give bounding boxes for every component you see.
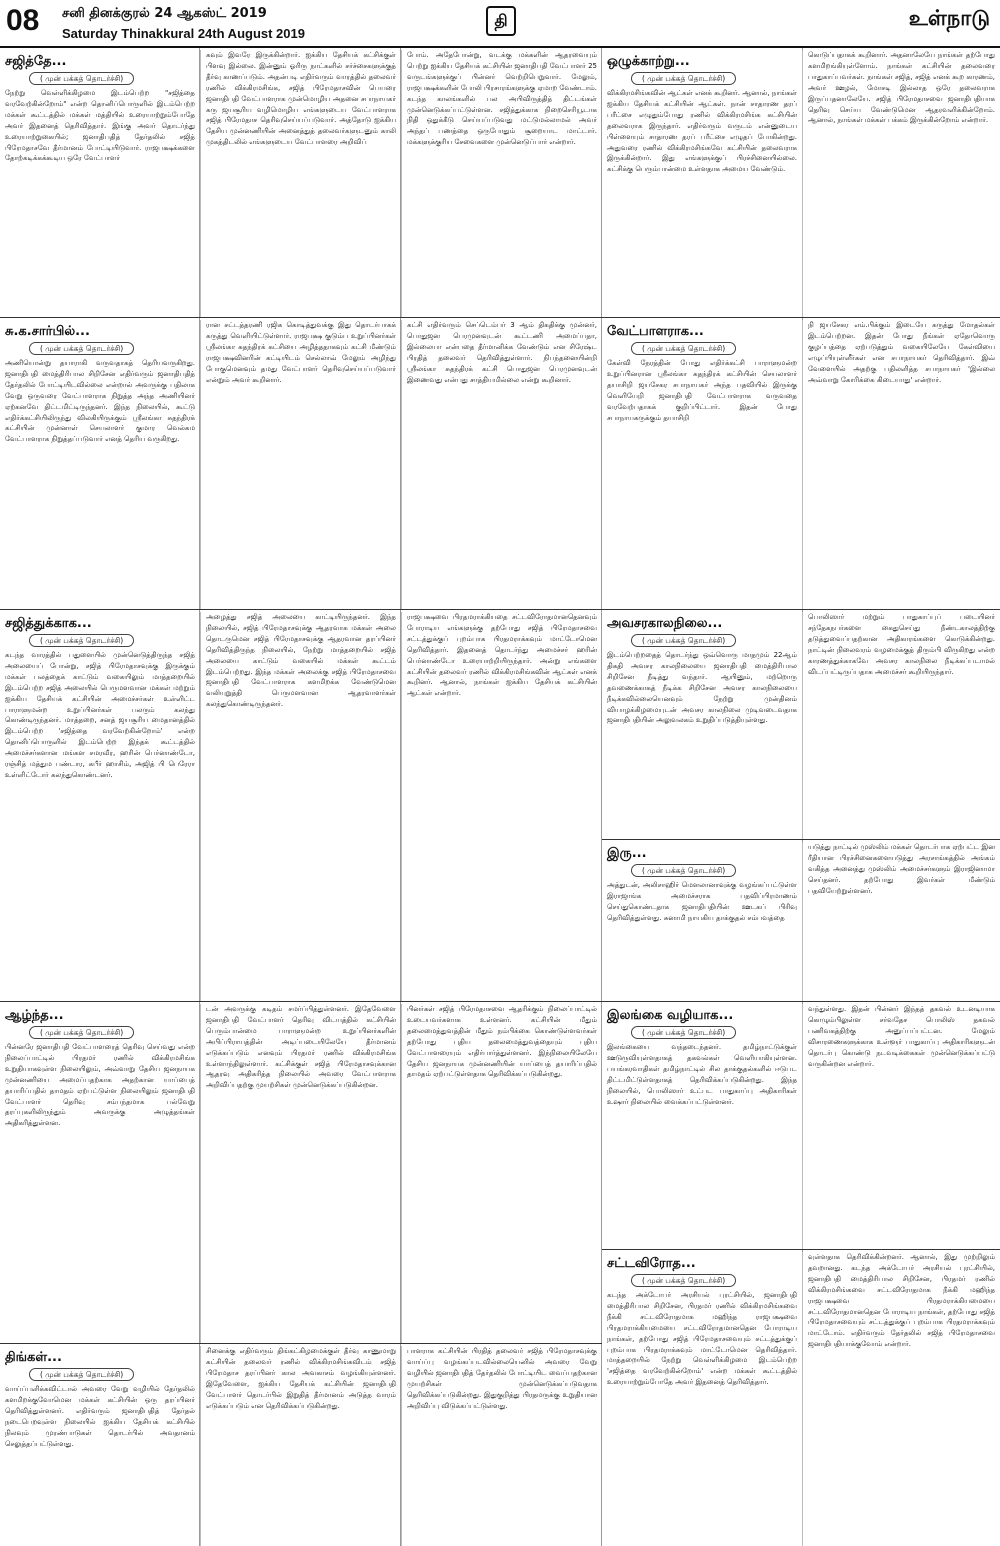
date-tamil: சனி தினக்குரல் 24 ஆகஸ்ட் 2019 <box>62 6 267 21</box>
continued-label: ( முன் பக்கத் தொடர்ச்சி) <box>631 634 736 647</box>
article-aazhntha <box>0 1004 602 1344</box>
article-title: திங்கள்... <box>5 1350 62 1365</box>
article-title: இலங்கை வழியாக... <box>607 1008 734 1023</box>
article-ozhukkaatru <box>602 50 1000 318</box>
article-title: சு.க.சார்பில்... <box>5 324 90 339</box>
article-text: இடம்பெற்றதைத் தொடர்ந்து ஒவ்வொரு மாதமும் 22ஆம் திகதி அவசர காலநிலையை ஜனாதிபதி மைத்திரிபால சிறிசேன நீடித்து வந்தார். ஆயினும், மற்றொரு தவணைக்காகத் நீடிக்க சிறிசேன அவசர காலநிலையை நீடிக்கவில்லையெனவும் நேற்று முன்தினம் வியாழக்கிழமையுடன் அவசர காலநிலை முடிவடைவதாக ஜனாதிபதியின் அலுவலகம் உறுதிப்படுத்தியுள்ளது. <box>607 651 797 725</box>
article-text: கடந்த வாரத்தில் பதுளையில் முன்னெடுத்திருந்த சஜித் அலையைப் போன்று, சஜித் பிரேமதாசவுக்கு இருக்கும் மக்கள் பலத்தைக் காட்டும் வகையிலும் மாத்தறையில் இடம்பெற்ற சஜித் அலையில் பெருமளவான மக்கள் மற்றும் ஐக்கிய தேசியக் கட்சியின் அமைச்சர்கள் உள்ளிட்ட பாராளுமன்ற உறுப்பினர்கள் பலரும் கலந்து கொண்டிருந்தனர். மாத்தறை, சனத் ஜயசூரிய மைதானத்தில் இடம்பெற்ற 'சஜித்தை வரவேற்கின்றோம்' என்ற தொனிப்பொருளில் இடம்பெற்ற இந்தக் கூட்டத்தில் அமைச்சர்களான மங்கள சமரவீர, ஹரின் பெர்னாண்டோ, ரஞ்சித் மத்தும பண்டார, கபீர் ஹாசிம், அஜித் பி பெரேரா உள்ளிட்டோர் கலந்துகொண்டனர். <box>5 651 195 779</box>
article-iru <box>602 842 1000 1002</box>
article-text: கவும் இவரே இருக்கின்றார். ஐக்கிய தேசியக் கட்சிக்குள் பிளவு இல்லை. இன்னும் ஓரிரு நாட்களில் சர்ச்சைகளுக்குத் தீர்வு காணப்படும். அதன்படி எதிர்வரும் வாரத்தில் தலைவர் ரணில் விக்கிரமசிங்க, சஜித் பிரேமதாசவின் பெயரை ஜனாதிபதி வேட்பாளராக முன்மொழிய அதனை சபாநாயகர் கரு ஜயசூரிய வழிமொழிய எங்களுடைய வேட்பாளராக சஜித் பிரேமதாச தெரிவுசெய்யப்படுவார். அத்தோடு ஐக்கிய தேசிய முன்னணியின் அனைத்துத் தலைவர்களுடனும் காலி முகத்திடலில் எங்களுடைய வேட்பாளரை அறிவிப் <box>200 50 401 317</box>
article-text: அத்துடன், அலிசாஹிர் மௌலானாவுக்கு வழங்கப்பட்டுள்ள இராஜாங்க அமைச்சராக பதவிப்பிரமாணம் செய்துகொண்டதாக ஜனாதிபதியின் ஊடகப் பிரிவு தெரிவித்துள்ளது. சுனாமி நாயகிய தாக்குதல் சம்பவத்தை <box>607 881 797 922</box>
article-text: வந்துள்ளது. இதன் பின்னர் இந்தத் தகவல் உடனடியாக கொழும்பிலுள்ள சர்வதேச பொலிஸ் தகவல் பணிவகத்திற்கு அனுப்பப்பட்டன. மேலும் விசாரணைகளுக்காக உள்ளூர் பாதுகாப்பு அதிகாரிகளுடன் தொடர்பு கொண்டு நடவடிக்கைகள் முன்னெடுக்கப்பட்டு வருகின்றன என்றார். <box>802 1004 1000 1249</box>
article-text: கடந்த அக்டோபர் அரசியல் புரட்சியில், ஜனாதிபதி மைத்திரிபால சிறிசேன, பிரதமர் ரணில் விக்கிரமசிங்கவை நீக்கி சட்டவிரோதமாக மஹிந்த ராஜபக்ஷவை பிரதமராக்கியமையை சட்டவிரோதமானதென போராடிய நாங்கள், தற்போது சஜித் பிரேமதாசவையும் சட்டத்துக்குப் புறம்பாக பிரதமராக்கவும் மாட்டோமென தெரிவித்தார். மாத்தறையில் நேற்று வெள்ளிக்கிழமை இடம்பெற்ற 'சஜித்தை வரவேற்கின்றோம்' என்ற மக்கள் கூட்டத்தில் உரையாற்றும்போதே அவர் இதனைத் தெரிவித்தார். <box>607 1291 797 1387</box>
article-text: ரான சட்டத்தரணி ரஜிக கொடித்துவக்கு இது தொடர்பாகக் கருத்து வெளியிட்டுள்ளார். ராஜபக்ஷ குடும்ப உறுப்பினர்கள் ஸ்ரீலங்கா சுதந்திரக் கட்சியை அழித்ததாகவும் கட்சி மீண்டும் ராஜபக்ஷவினரின் கட்டியிடம் செல்லாவ் மேலும் அழிந்து போகுமெனவும் தமது வேட்பாளர் தெரிவுசெய்யப்படுவார் என்றும் அவர் கூறினார். <box>200 320 401 609</box>
article-sajithukkaaga <box>0 612 602 1002</box>
article-text: அழைத்து சஜித் அலையை காட்டியிருந்தனர். இந்த நிலையில், சஜித் பிரேமதாசவுக்கு ஆதரவாக மக்கள் அலை தொடருமென சஜித் பிரேமதாசவுக்கு ஆதரவான தரப்பினர் தெரிவித்திருந்த நிலையில், நேற்று மாத்தறையில் சஜித் அலையை காட்டும் வகையில் மக்கள் கூட்டம் இடம்பெற்றது. இந்த மக்கள் அலைக்கு சஜித் பிரேமதாசவை ஜனாதிபதி வேட்பாளராக களமிறக்க வேண்டுமென வலியுறுத்தி பெருமளவான ஆதரவாளர்கள் கலந்துகொண்டிருந்தனர். <box>200 612 401 1001</box>
article-text: வாய்ப்பளிக்கவிட்டால் அவரை வேறு வழியில் தேர்தலில் களமிறக்குவோமென மக்கள் கட்சியின் ஒரு தரப்பினர் தெரிவித்துள்ளனர். எதிர்வரும் ஜனாதிபதித் தேர்தல் நடைபெறவுள்ள நிலையில் ஐக்கிய தேசியக் கட்சியில் நிலவும் முரண்பாடுகள் தொடர்பில் அவதானம் செலுத்தப்பட்டுள்ளது. <box>5 1385 195 1448</box>
article-title: இரு... <box>607 846 647 861</box>
article-thingal <box>0 1346 602 1546</box>
article-text: பின்னரே ஜனாதிபதி வேட்பாளரைத் தெரிவு செய்வது என்ற நிலைப்பாட்டில் பிரதமர் ரணில் விக்கிரமசிங்க உறுதியாகவுள்ள நிலையிலும், அவ்வாறு தேசிய ஜனநாயக முன்னணியை அமைப்பதற்காக அதற்கான யாப்பைத் தயாரிப்பதில் தாமதம் ஏற்பட்டுள்ள நிலையிலும் ஜனாதிபதி வேட்பாளர் தெரிவு சம்பந்தமாக பல்வேறு தரப்புகளிலிருந்தும் அவருக்கு அழுத்தங்கள் அதிகரித்துள்ளன. <box>5 1043 195 1128</box>
article-title: வேட்பாளராக... <box>607 324 704 339</box>
article-text: இலங்கையை வந்தடைந்தனர். தமிழ்நாட்டுக்குள் ஊடுருவியுள்ளதாகத் தகவல்கள் வெளியாகியுள்ளன. பயங்கரவாதிகள் தமிழ்நாட்டில் சில தாக்குதல்களில் ஈடுபட திட்டமிட்டுள்ளதாகத் தெரிவிக்கப்படுகின்றது. இந்த நிலையில், பொலிஸார் உட்பட பாதுகாப்பு அதிகாரிகள் உஷார் நிலையில் வைக்கப்பட்டுள்ளனர். <box>607 1043 797 1106</box>
continued-label: ( முன் பக்கத் தொடர்ச்சி) <box>29 1368 134 1381</box>
article-title: அவசரகாலநிலை... <box>607 616 723 631</box>
continued-label: ( முன் பக்கத் தொடர்ச்சி) <box>631 342 736 355</box>
article-text: கட்சி எதிர்வரும் செப்டெம்பர் 3 ஆம் திகதிக்கு முன்னர், பொதுஜன பெரமுனவுடன் கூட்டணி அமைப்பதா, இல்லையா என்பதை தீர்மானிக்க வேண்டும் என சிரேஷ்ட பிரதித் தலைவர் தெரிவித்துள்ளார். நிபந்தனையின்றி ஸ்ரீலங்கா சுதந்திரக் கட்சி பொதுஜன பெரமுனவுடன் இணைவது என்பது சாத்தியமில்லை என்று கூறினார். <box>401 320 602 609</box>
page-header <box>0 0 1000 48</box>
continued-label: ( முன் பக்கத் தொடர்ச்சி) <box>631 1026 736 1039</box>
article-text: சினைக்கு எதிர்வரும் திங்கட்கிழமைக்குள் தீர்வு காணுமாறு கட்சியின் தலைவர் ரணில் விக்கிரமசிங்கவிடம் சஜித் பிரேமதாச தரப்பினர் கால அவகாசம் வழங்கியுள்ளனர். இதேவேளை, ஐக்கிய தேசியக் கட்சியின் ஜனாதிபதி வேட்பாளர் தொடர்பில் இறுதித் தீர்மானம் அடுத்த வாரம் எடுக்கப்படும் என தெரிவிக்கப்படுகின்றது. <box>200 1346 401 1546</box>
article-title: சஜித்தே... <box>5 54 67 69</box>
article-text: விக்கிரமசிங்கவின் ஆட்கள் எனக் கூறினர். ஆனால், நாங்கள் ஐக்கிய தேசியக் கட்சியின் ஆட்கள். நான் சாதாரண தரப் பரீட்சை எழுதும்போது ரணில் விக்கிரமசிங்க கட்சியின் தலைவராக இருந்தார். எதிர்வரும் வருடம் என்னுடைய பிள்ளையும் சாதாரண தரப் பரீட்சை எழுதப் போகின்றது. அதுவரை ரணில் விக்கிரமசிங்கவே கட்சியின் தலைவராக இருக்கின்றார். இது எங்களுக்குப் பிரச்சினையில்லை. கட்சிக்கு பெரும்பான்மை உள்ளதாக அமைய வேண்டும். <box>607 89 797 174</box>
continued-label: ( முன் பக்கத் தொடர்ச்சி) <box>29 72 134 85</box>
article-title: சட்டவிரோத... <box>607 1256 696 1271</box>
article-vetpaalaraaga <box>602 320 1000 610</box>
newspaper-logo-icon: தி <box>486 6 516 36</box>
article-text: ராஜபக்ஷவை பிரதமராக்கியதை சட்டவிரோதமானதெனவும் போராடிய எங்களுக்கு தற்போது சஜித் பிரேமதாசவை சட்டத்துக்குப் புறம்பாக பிரதமராக்கவும் மாட்டோமென தெரிவித்தார். இதனைத் தொடர்ந்து அமைச்சர் ஹரின் பெர்னாண்டோ உரையாற்றியிருந்தார். அன்று எங்களை கட்சியின் தலைவர் ரணில் விக்கிரமசிங்கவின் ஆட்கள் எனக் கூறினர். ஆனால், நாங்கள் ஐக்கிய தேசியக் கட்சியின் ஆட்கள் என்றார். <box>401 612 602 1001</box>
continued-label: ( முன் பக்கத் தொடர்ச்சி) <box>631 72 736 85</box>
article-text: வுள்ளதாக தெரிவிக்கின்றனர். ஆனால், இது முற்றிலும் தவறானது. கடந்த அக்டோபர் அரசியல் புரட்சியில், ஜனாதிபதி மைத்திரிபால சிறிசேன, பிரதமர் ரணில் விக்கிரமசிங்கவை சட்டவிரோதமாக நீக்கி மஹிந்த ராஜபக்ஷவை பிரதமராக்கியமையை சட்டவிரோதமானதென போராடிய நாங்கள், தற்போது சஜித் பிரேமதாசவையும் சட்டத்துக்குப் புறம்பாக பிரதமராக்கவும் மாட்டோம். எதிர்வரும் தேர்தலில் சஜித் பிரேமதாசவை ஜனாதிபதியாக்குவோம் என்றார். <box>802 1252 1000 1546</box>
date-english: Saturday Thinakkural 24th August 2019 <box>62 26 305 41</box>
continued-label: ( முன் பக்கத் தொடர்ச்சி) <box>631 864 736 877</box>
article-text: பினர்கள் சஜித் பிரேமதாசவை ஆதரிக்கும் நிலைப்பாட்டில் உடையவர்களாக உள்ளனர். கட்சியின் மீதும் தலைமைத்துவத்தின் மீதும் நம்பிக்கை கொண்டுள்ளவர்கள் தற்போது புதிய தலைமைத்துவத்தையும் புதிய வேட்பாளரையும் எதிர்பார்த்துள்ளனர். இந்நிலையிலேயே தேசிய ஜனநாயக முன்னணியின் யாப்பைத் தயாரிப்பதில் தாமதம் ஏற்பட்டுள்ளதாக தெரிவிக்கப்படுகின்றது. <box>401 1004 602 1343</box>
article-text: அணியொன்று தயாராகி வருவதாகத் தெரியவருகிறது. ஜனாதிபதி மைத்திரிபால சிறிசேன எதிர்வரும் ஜனாதிபதித் தேர்தலில் போட்டியிடவில்லை என்றால் அவருக்கு பதிலாக வேறு ஒருவரை வேட்பாளராக நிறுத்த அந்த அணியினர் ஏற்கனவே திட்டமிட்டிருந்தனர். இந்த நிலையில், கூட்டு எதிர்க்கட்சியிலிருந்து விலகியிருக்கும் ஸ்ரீலங்கா சுதந்திரக் கட்சியின் முன்னாள் செயலாளர் குமார வெல்கம வேட்பாளராக நிறுத்தப்படுவார் எனத் தெரிய வருகிறது. <box>5 359 195 444</box>
continued-label: ( முன் பக்கத் தொடர்ச்சி) <box>29 342 134 355</box>
continued-label: ( முன் பக்கத் தொடர்ச்சி) <box>29 634 134 647</box>
article-ilangai-vazhiyaaga <box>602 1004 1000 1250</box>
article-text: கொடுப்பதாகக் கூறினார். அதனாலேயே நாங்கள் தற்போது களமிறங்கியுள்ளோம். நாங்கள் கட்சியின் தலைவரை பாதுகாப்பவர்கள். நாங்கள் சஜித், சஜித் எனக் கூற காரணம், அவர் ஊழல், மோசடி இல்லாத ஒரே தலைவராக இருப்பதனாலேயே. சஜித் பிரேமதாசவை ஜனாதிபதியாக தெரிவு செய்ய வேண்டுமென ஆதரவளிக்கின்றோம். ஆனால், நாங்கள் மக்கள் பக்கம் இருக்கின்றோம் என்றார். <box>802 50 1000 317</box>
article-text: பாளராக கட்சியின் பிரதித் தலைவர் சஜித் பிரேமதாசவுக்கு வாய்ப்பு வழங்கப்படவில்லையெனில் அவரை வேறு வழியில் ஜனாதிபதித் தேர்தலில் போட்டியிட வைப்பதற்கான முயற்சிகள் முன்னெடுக்கப்படுவதாக தெரிவிக்கப்படுகின்றது. இதுகுறித்து பிரதமருக்கு உறுதியான அறிவிப்பு விடுக்கப்பட்டுள்ளது. <box>401 1346 602 1546</box>
header-rule <box>0 46 1000 48</box>
article-text: டன் அவருக்கு கடிதம் சமர்ப்பித்துள்ளனர். இதேவேளை ஜனாதிபதி வேட்பாளர் தெரிவு விடயத்தில் கட்சியின் பெரும்பான்மை பாராளுமன்ற உறுப்பினர்களின் அபிப்பிராயத்தின் அடிப்படையிலேயே தீர்மானம் எடுக்கப்படும் எனவும் பிரதமர் ரணில் விக்கிரமசிங்க உள்ளாந்திலுள்ளார். கட்சிக்குள் சஜித் பிரேமதாசவுக்கான ஆதரவு அதிகரித்த நிலையில் அவரை வேட்பாளராக அறிவிப்பதற்கு முயற்சிகள் முன்னெடுக்கப்படுகின்றன. <box>200 1004 401 1343</box>
article-text: பொலிஸார் மற்றும் பாதுகாப்புப் படையினர் சந்தேகநபர்களை கைதுசெய்து நீண்டகாலத்திற்கு தடுத்துவைப்பதற்கான அதிகாரங்களை கொடுக்கின்றது. நாட்டின் நிலைவரம் வழமைக்குத் திரும்பி விருகிறது என்ற காரணத்துக்காகவே அவசர காலநிலை நீடிக்கப்படாமல் விடப்பட்டிருப்பதாக அமைச்சர் கூறியிருந்தார். <box>802 612 1000 839</box>
article-text: நி ஜயசேகர எம்.பிக்கும் இடையே கருத்து மோதல்கள் இடம்பெற்றன. இதன் போது நீங்கள் ஏதோவொரு குழப்பத்தை ஏற்படுத்தும் வகையிலேயே கேள்வியை எழுப்பியுள்ளீர்கள் என சபாநாயகர் தெரிவித்தார். இவ் வேளையில் அதற்கு பதிலளித்த சபாநாயகர் 'இல்லை அவ்வாறு கோரிக்கை கிடையாது' என்றார். <box>802 320 1000 609</box>
article-text: யடுத்து நாட்டில் முஸ்லிம் மக்கள் தொடர்பாக ஏற்பட்ட இன ரீதியான பிரச்சினைகளையடுத்து அரசாங்கத்தில் அங்கம் வகித்த அனைத்து முஸ்லிம் அமைச்சர்களும் இராஜினாமா செய்தனர். தற்போது இவர்கள் மீண்டும் பதவியேற்றுள்ளனர். <box>802 842 1000 1001</box>
article-suka-saarbil <box>0 320 602 610</box>
continued-label: ( முன் பக்கத் தொடர்ச்சி) <box>631 1274 736 1287</box>
article-text: போம். அதேபோன்று, வடக்கு மக்களின் ஆதரவையும் பெற்று ஐக்கிய தேசியக் கட்சியின் ஜனாதிபதி வேட்பாளர் 25 வருடங்களுக்குப் பின்னர் வெற்றிபெறுவார். மேலும், ராஜபக்ஷக்களின் போலி பிரசாரங்களுக்கு ஏமாற வேண்டாம். கடந்த காலங்களில் பல அபிவிருத்தித் திட்டங்கள் முன்னெடுக்கப்பட்டுள்ளன. சஜித்துக்காக நிறைசெரியூடாக நிதி ஒதுக்கீடு செய்யப்படுவது மட்டுமல்லாமல் அவர் அந்தப் பணத்தை ஒருபோதும் சூறையாட மாட்டார். மக்களுக்குரிய சேவைகளை முன்னெடுப்பார் என்றார். <box>401 50 602 317</box>
page-number: 08 <box>6 4 40 37</box>
article-sattavirotha <box>602 1252 1000 1546</box>
article-text: கேள்வி நேரத்தின் போது எதிர்க்கட்சி பாராளுமன்ற உறுப்பினரான ஸ்ரீலங்கா சுதந்திரக் கட்சியின் செயலாளர் தயாசிறி ஜயசேகர சபாநாயகர் அந்த பதவியில் இருக்கு வெளியேறி ஜனாதிபதி வேட்பாளராக வருவதை வரவேற்பதாகக் குறிப்பிட்டார். இதன் போது சபாநாயகருக்கும் தயாசிறி <box>607 359 797 422</box>
article-text: நேற்று வெள்ளிக்கிழமை இடம்பெற்ற "சஜித்தை வரவேற்கின்றோம்" என்ற தொனிப்பொருளில் இடம்பெற்ற மக்கள் கூட்டத்தில் மக்கள் மத்தியில் உரையாற்றும்போதே அவர் இதனைத் தெரிவித்தார். இங்கு அவர் தொடர்ந்து உரையாற்றுகையில்; ஜனாதிபதித் தேர்தலில் சஜித் பிரேமதாசவே தீர்மானம் போட்டியிடுவார். ராஜபக்ஷக்களை தோற்கடிக்கக்கூடிய ஒரே வேட்பாளர் <box>5 89 195 163</box>
section-title: உள்நாடு <box>908 6 990 30</box>
article-sajithe <box>0 50 602 318</box>
article-title: சஜித்துக்காக... <box>5 616 92 631</box>
article-avasarakaalanilai <box>602 612 1000 840</box>
continued-label: ( முன் பக்கத் தொடர்ச்சி) <box>29 1026 134 1039</box>
article-title: ஆழ்ந்த... <box>5 1008 64 1023</box>
article-title: ஒழுக்காற்று... <box>607 54 690 69</box>
